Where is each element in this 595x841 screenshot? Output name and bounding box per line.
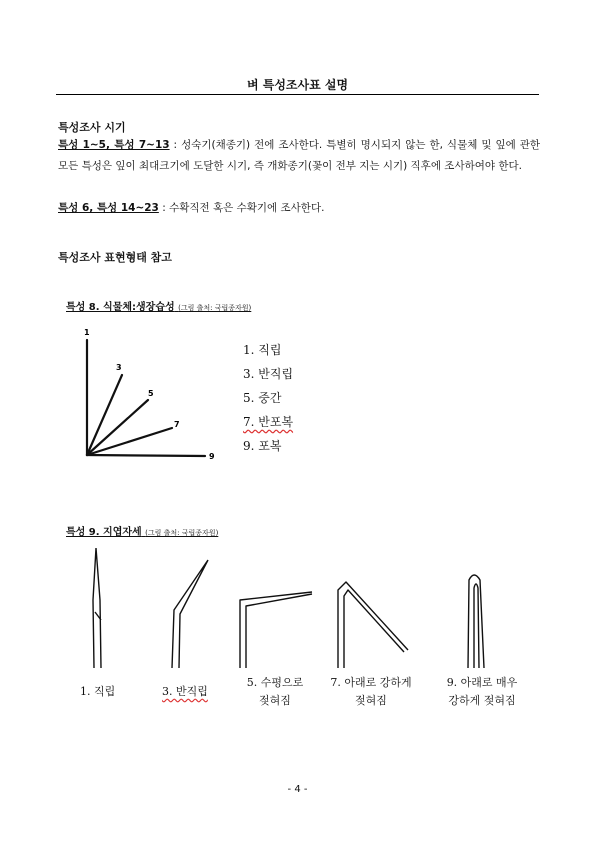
habit-number-7: 7 (174, 420, 180, 429)
figure-8-source: (그림 출처: 국립종자원) (178, 304, 252, 312)
leaf-shape-drooping (338, 582, 408, 668)
leaf-caption-3 (162, 683, 208, 701)
timing-text-1: : 성숙기(채종기) 전에 조사한다. 특별히 명시되지 않는 한, 식물체 및 잎에 관한 모든 특성은 잎이 최대크기에 도달한 시기, 즉 개화종기(꽃이 전부 지는 시기) 직후에 조사하여야 한다. (58, 139, 540, 172)
leaf-caption-9-line2: 강하게 젖혀짐 (448, 694, 516, 707)
leaf-caption-9-line1: 9. 아래로 매우 (446, 676, 518, 689)
leaf-shape-semi-erect (172, 560, 208, 668)
legend-item-9: 9. 포복 (243, 439, 282, 453)
leaf-caption-5-line2: 젖혀짐 (259, 694, 291, 707)
timing-label-2: 특성 6, 특성 14~23 (58, 202, 159, 214)
leaf-caption-5 (240, 674, 310, 710)
habit-number-9: 9 (209, 452, 215, 461)
figure-9-source: (그림 출처: 국립종자원) (145, 529, 219, 537)
leaf-shape-erect (93, 548, 101, 668)
leaf-caption-3-line1: 3. 반직립 (162, 685, 208, 698)
habit-number-3: 3 (116, 363, 122, 372)
leaf-shape-horizontal (240, 592, 312, 668)
section-heading-reference: 특성조사 표현형태 참고 (58, 251, 172, 264)
legend-item-5: 5. 중간 (243, 391, 282, 405)
timing-text-2: : 수확직전 혹은 수확기에 조사한다. (158, 202, 325, 214)
page-number: - 4 - (287, 784, 308, 795)
timing-label-1: 특성 1~5, 특성 7~13 (58, 139, 170, 151)
leaf-caption-9 (432, 674, 532, 710)
habit-number-5: 5 (148, 389, 154, 398)
leaf-caption-1-line1: 1. 직립 (80, 685, 116, 698)
leaf-caption-7 (322, 674, 420, 710)
figure-8-title-text: 특성 8. 식물체:생장습성 (66, 302, 175, 313)
legend-item-3: 3. 반직립 (243, 367, 294, 381)
habit-number-1: 1 (84, 328, 90, 337)
section-heading-timing: 특성조사 시기 (58, 121, 126, 134)
leaf-caption-1 (80, 683, 115, 701)
page-title: 벼 특성조사표 설명 (246, 78, 349, 92)
leaf-caption-5-line1: 5. 수평으로 (246, 676, 304, 689)
leaf-caption-7-line1: 7. 아래로 강하게 (330, 676, 412, 689)
figure-9-title-text: 특성 9. 지엽자세 (66, 527, 142, 538)
legend-item-7: 7. 반포복 (243, 415, 294, 429)
leaf-caption-7-line2: 젖혀짐 (355, 694, 387, 707)
leaf-shape-very-drooping (468, 575, 484, 668)
legend-item-1: 1. 직립 (243, 343, 282, 357)
